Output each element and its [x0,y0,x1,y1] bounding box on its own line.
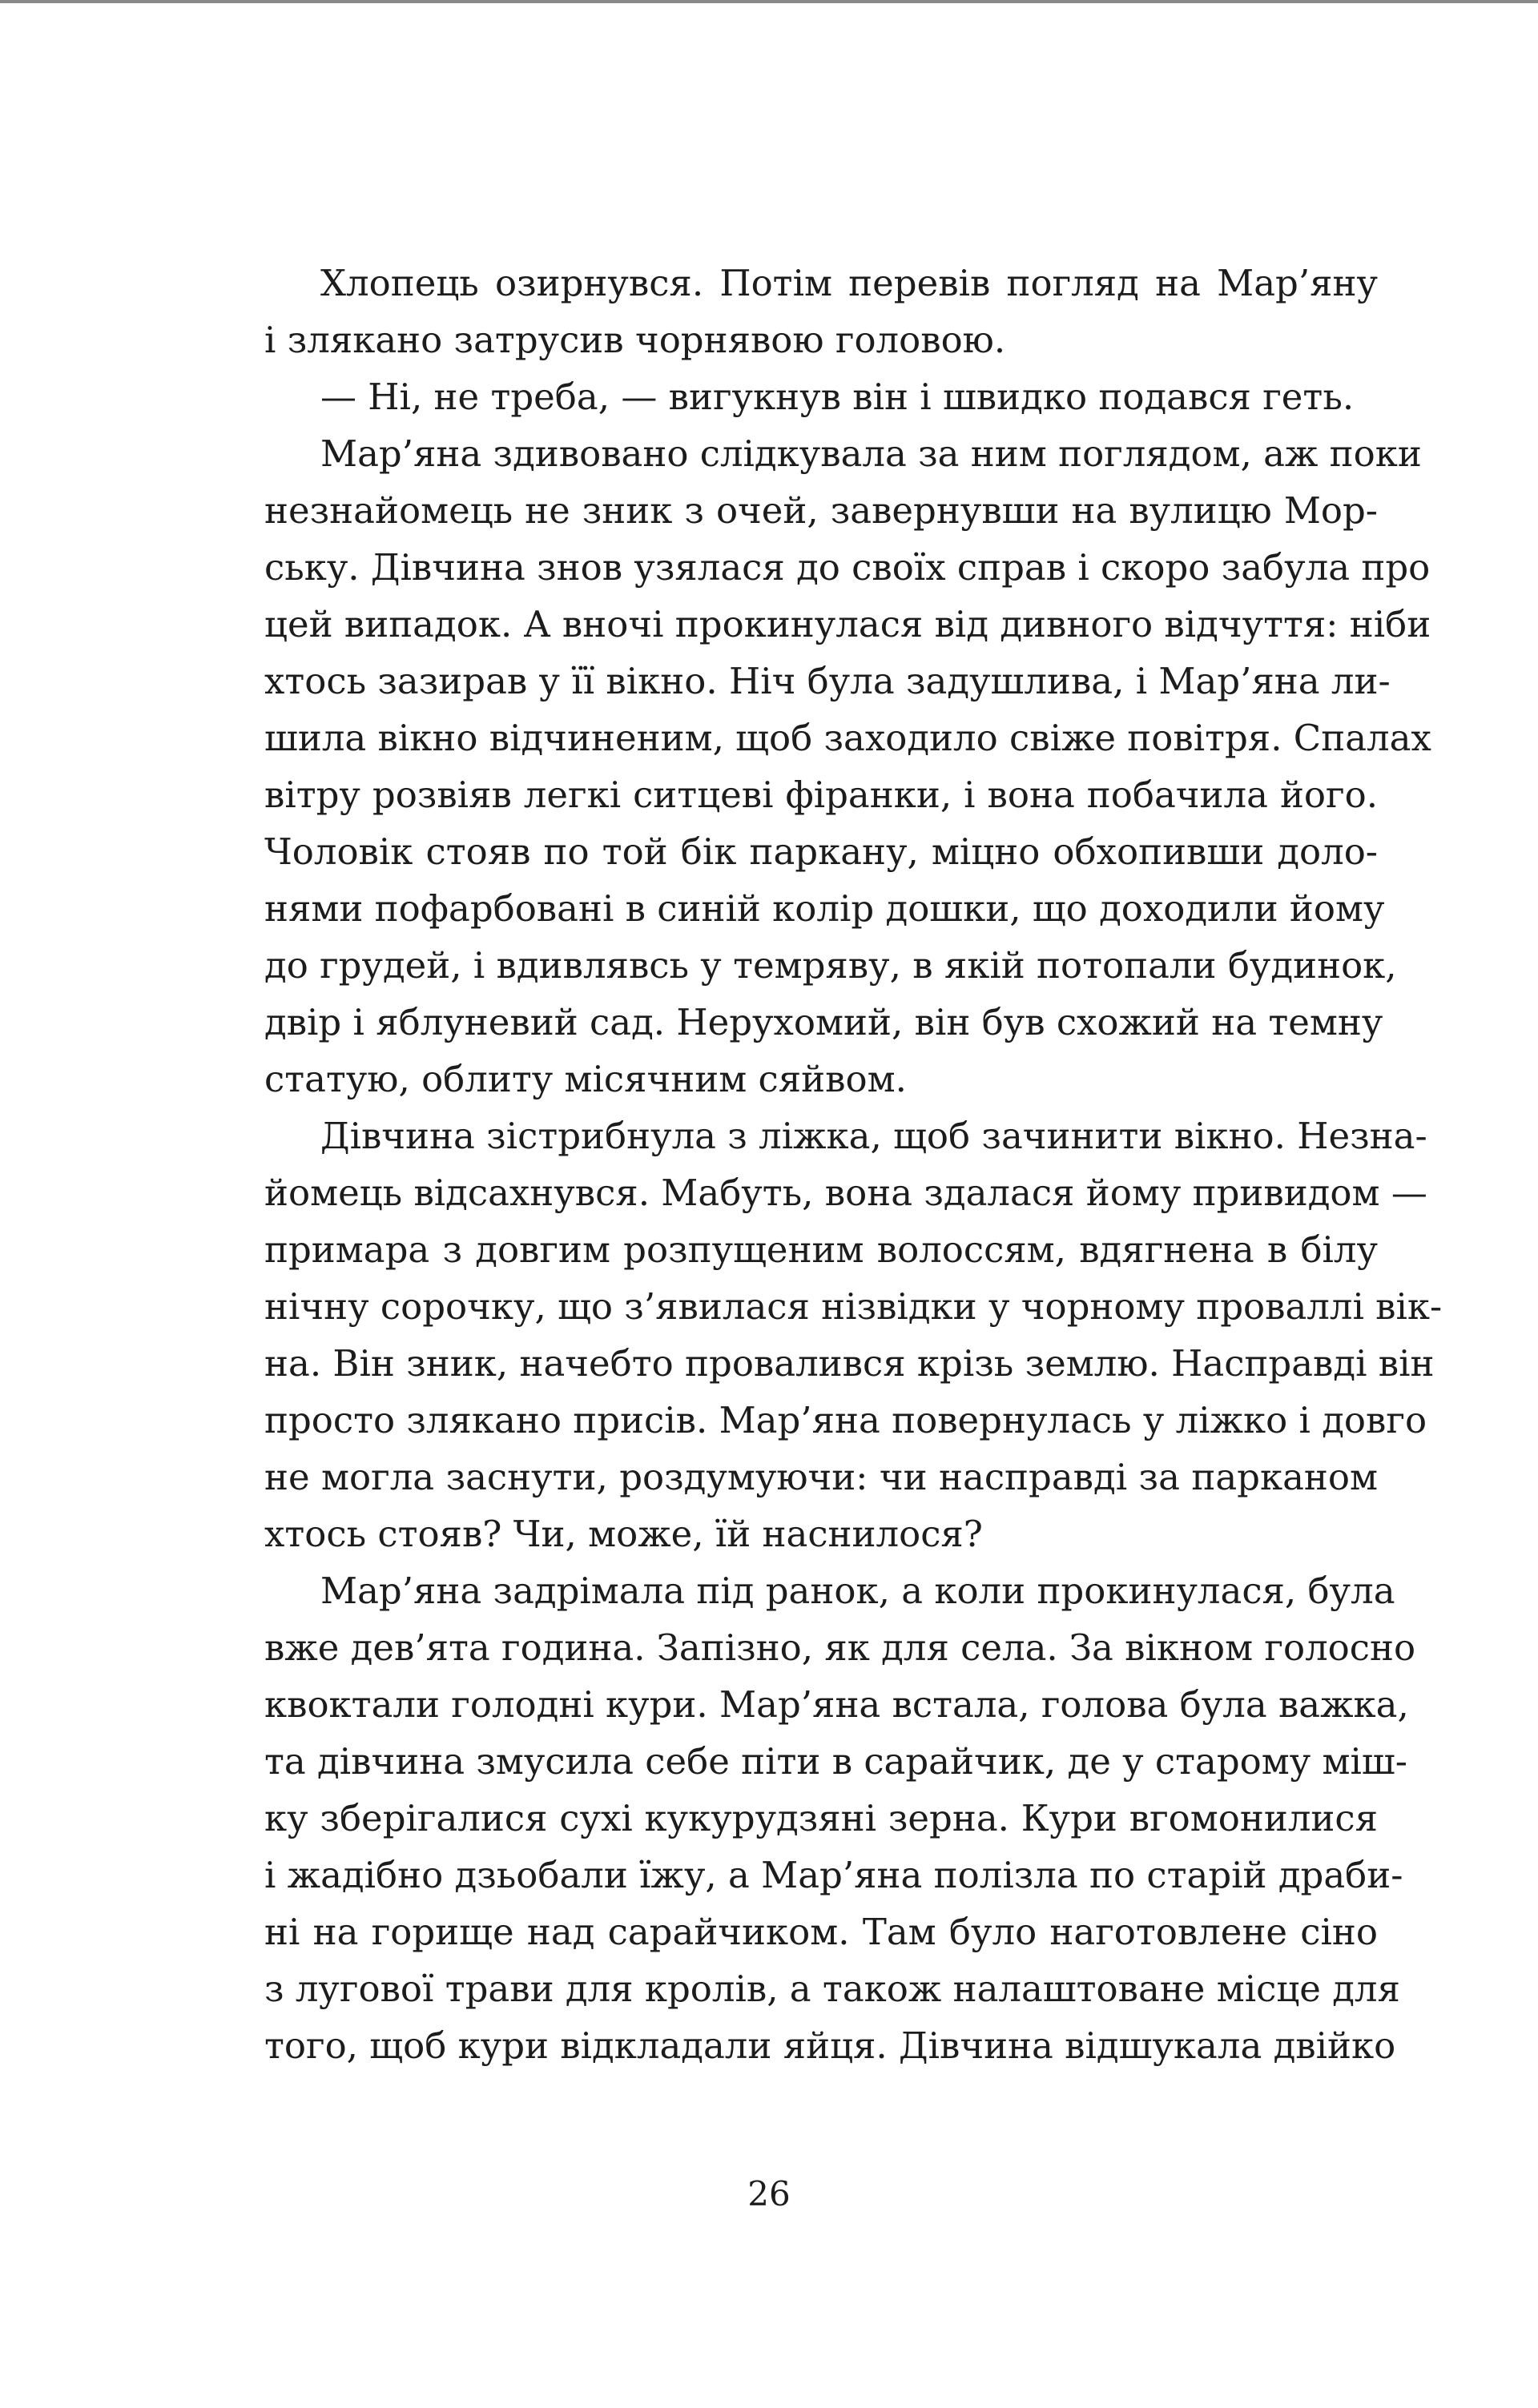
text-line: Мар’яна задрімала під ранок, а коли прокинулася, була [320,1570,1395,1612]
text-line: хтось зазирав у її вікно. Ніч була задушлива, і Мар’яна ли- [264,660,1391,702]
text-line: статую, облиту місячним сяйвом. [264,1058,907,1100]
text-line: та дівчина змусила себе піти в сарайчик, де у старому міш- [264,1740,1407,1783]
text-line: двір і яблуневий сад. Нерухомий, він був схожий на темну [264,1001,1383,1043]
text-line: примара з довгим розпущеним волоссям, вдягнена в білу [264,1228,1378,1271]
text-line: цей випадок. А вночі прокинулася від дивного відчуття: ніби [264,603,1431,645]
text-line: і злякано затрусив чорнявою головою. [264,319,1006,361]
text-line: квоктали голодні кури. Мар’яна встала, голова була важка, [264,1683,1409,1726]
text-line: вітру розвіяв легкі ситцеві фіранки, і вона побачила його. [264,774,1378,816]
text-line: ську. Дівчина знов узялася до своїх справ і скоро забула про [264,546,1431,589]
text-line: Чоловік стояв по той бік паркану, міцно обхопивши доло- [264,830,1378,873]
text-line: — Ні, не треба, — вигукнув він і швидко подався геть. [320,376,1355,418]
text-line: Дівчина зістрибнула з ліжка, щоб зачинити вікно. Незна- [320,1115,1427,1157]
text-line: до грудей, і вдивлявсь у темряву, в якій потопали будинок, [264,944,1397,987]
text-line: ні на горище над сарайчиком. Там було наготовлене сіно [264,1911,1378,1953]
text-line: хтось стояв? Чи, може, їй наснилося? [264,1513,983,1555]
text-line: Хлопець озирнувся. Потім перевів погляд на Мар’яну [320,262,1378,304]
text-line: на. Він зник, начебто провалився крізь землю. Насправді він [264,1342,1435,1385]
top-border-rule [0,0,1538,3]
text-line: шила вікно відчиненим, щоб заходило свіже повітря. Спалах [264,717,1431,759]
text-line: ку зберігалися сухі кукурудзяні зерна. Кури вгомонилися [264,1797,1378,1839]
text-line: йомець відсахнувся. Мабуть, вона здалася йому привидом — [264,1172,1427,1214]
text-line: і жадібно дзьобали їжу, а Мар’яна полізла по старій драби- [264,1854,1403,1896]
text-line: нями пофарбовані в синій колір дошки, що доходили йому [264,887,1385,930]
page-number: 26 [747,2174,791,2213]
text-line: Мар’яна здивовано слідкувала за ним поглядом, аж поки [320,432,1422,475]
text-line: не могла заснути, роздумуючи: чи насправді за парканом [264,1456,1378,1498]
text-line: вже дев’ята година. Запізно, як для села. За вікном голосно [264,1626,1416,1669]
book-page-text [264,255,1443,2074]
text-line: просто злякано присів. Мар’яна повернулась у ліжко і довго [264,1399,1427,1441]
text-line: того, щоб кури відкладали яйця. Дівчина відшукала двійко [264,2024,1396,2067]
text-line: нічну сорочку, що з’явилася нізвідки у чорному проваллі вік- [264,1285,1443,1328]
text-line: з лугової трави для кролів, а також налаштоване місце для [264,1968,1400,2010]
text-line: незнайомець не зник з очей, завернувши на вулицю Мор- [264,489,1378,532]
